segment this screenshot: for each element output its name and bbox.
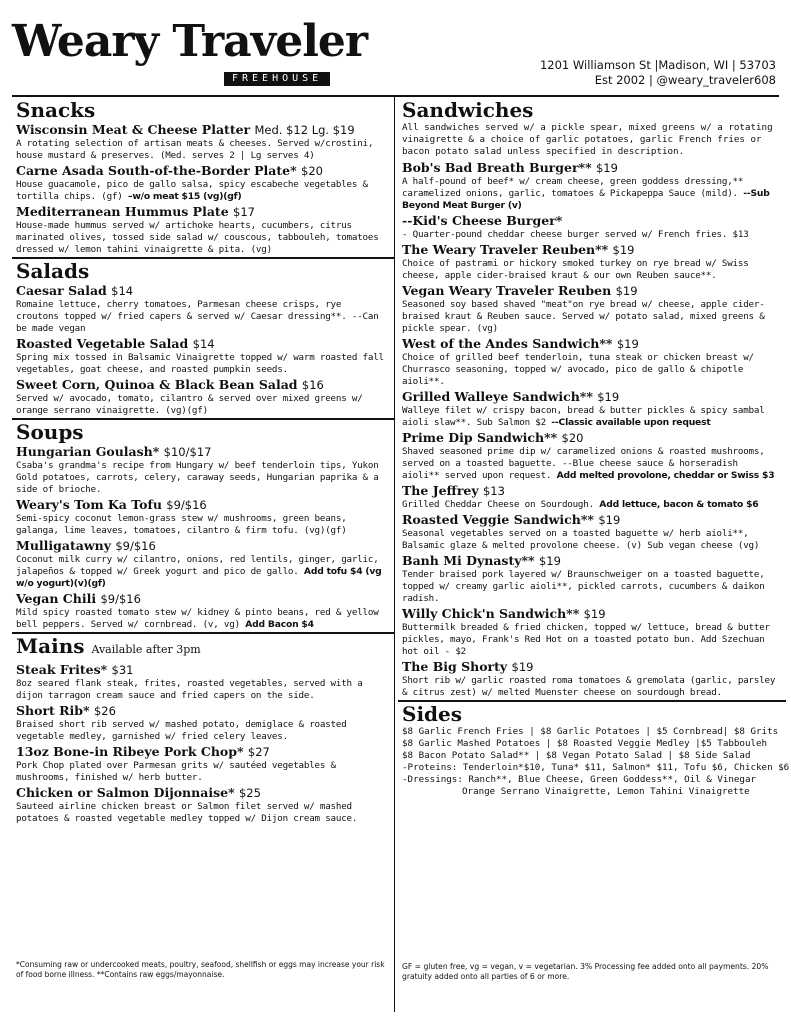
menu-item xyxy=(16,336,388,376)
section-title: Sandwiches xyxy=(402,98,534,122)
menu-item-price: $19 xyxy=(598,513,621,527)
menu-item-description xyxy=(402,622,780,658)
menu-item-addon: --Sub Beyond Meat Burger (v) xyxy=(402,188,770,211)
menu-item-name: Prime Dip Sandwich** xyxy=(402,430,558,445)
menu-item-name-row xyxy=(16,163,388,179)
menu-item xyxy=(402,213,780,241)
menu-item-description-text: Shaved seasoned prime dip w/ caramelized onions & roasted mushrooms, served on a toasted baguette. --Blue cheese sauce & horseradish aioli** served upon request. xyxy=(402,446,765,481)
menu-item xyxy=(402,606,780,658)
diet-key-fees-note: GF = gluten free, vg = vegan, v = vegetarian. 3% Processing fee added onto all payments. 20% gratuity added onto all parties of 6 or more. xyxy=(402,962,769,981)
menu-item-addon: Add tofu $4 (vg w/o yogurt)(v)(gf) xyxy=(16,566,382,589)
menu-item-description-text: Seasonal vegetables served on a toasted baguette w/ herb aioli**, Balsamic glaze & melted provolone cheese. (v) Sub vegan cheese (vg) xyxy=(402,528,760,551)
menu-item-addon: Add lettuce, bacon & tomato $6 xyxy=(599,499,759,510)
menu-item xyxy=(402,659,780,699)
menu-item-name: Roasted Veggie Sandwich** xyxy=(402,512,594,527)
menu-item-name: The Weary Traveler Reuben** xyxy=(402,242,609,257)
menu-item-name-row xyxy=(16,703,388,719)
mains-section xyxy=(12,634,394,825)
menu-item-description-text: Braised short rib served w/ mashed potato, demiglace & roasted vegetable medley, garnished w/ fried celery leaves. xyxy=(16,719,347,742)
menu-item-description xyxy=(16,513,388,537)
section-title: Sides xyxy=(402,702,463,726)
menu-item-name: Mulligatawny xyxy=(16,538,111,553)
menu-item-description-text: House guacamole, pico de gallo salsa, spicy escabeche vegetables & tortilla chips. (gf) xyxy=(16,179,368,202)
soups-section xyxy=(12,420,394,634)
menu-item-description-text: Semi-spicy coconut lemon-grass stew w/ mushrooms, green beans, galanga, lime leaves, tomatoes, cilantro & firm tofu. (vg)(gf) xyxy=(16,513,347,536)
menu-item-addon: Add Bacon $4 xyxy=(245,619,314,630)
menu-item-description xyxy=(402,499,780,511)
menu-item-name-row xyxy=(16,204,388,220)
address-block xyxy=(540,58,776,88)
menu-item xyxy=(16,538,388,590)
menu-item xyxy=(16,283,388,335)
left-column xyxy=(16,98,388,826)
menu-item-description xyxy=(402,405,780,429)
menu-item-price: $10/$17 xyxy=(163,445,212,459)
menu-item-name: Caesar Salad xyxy=(16,283,107,298)
menu-item-name: Sweet Corn, Quinoa & Black Bean Salad xyxy=(16,377,298,392)
menu-item-name-row xyxy=(16,662,388,678)
address-line: 1201 Williamson St |Madison, WI | 53703 xyxy=(539,58,776,72)
menu-item-price: $19 xyxy=(595,161,618,175)
menu-item-name: Chicken or Salmon Dijonnaise* xyxy=(16,785,235,800)
menu-item-name-row xyxy=(16,591,388,607)
menu-item-description-text: Romaine lettuce, cherry tomatoes, Parmesan cheese crisps, rye croutons topped w/ fried capers & served w/ Caesar dressing**. --Can be made vegan xyxy=(16,299,379,334)
menu-item-name-row xyxy=(16,785,388,801)
menu-item-price: $19 xyxy=(616,337,639,351)
menu-item-name-row xyxy=(402,160,780,176)
brand-logo: Weary Traveler xyxy=(12,16,368,67)
menu-item-name: Short Rib* xyxy=(16,703,90,718)
menu-item-price: $17 xyxy=(233,205,255,219)
menu-item-description xyxy=(402,446,780,482)
section-title xyxy=(16,634,388,662)
menu-item-name: The Big Shorty xyxy=(402,659,508,674)
sandwiches-intro: All sandwiches served w/ a pickle spear, mixed greens w/ a rotating vinaigrette & a choice of garlic potatoes, garlic French fries or bacon potato salad unless specified in description. xyxy=(402,122,773,157)
menu-item-addon: --Classic available upon request xyxy=(551,417,711,428)
menu-item xyxy=(402,336,780,388)
menu-item xyxy=(16,377,388,417)
menu-item-price: $27 xyxy=(247,745,270,759)
section-title-text: Mains xyxy=(16,634,85,658)
menu-item-description xyxy=(16,719,388,743)
menu-item-name-row xyxy=(16,377,388,393)
menu-item-description-text: Choice of pastrami or hickory smoked turkey on rye bread w/ Swiss cheese, apple cider-braised kraut & our own Reuben sauce**. xyxy=(402,258,749,281)
menu-item xyxy=(16,444,388,496)
menu-item-price: $9/$16 xyxy=(166,498,207,512)
menu-item-price: $25 xyxy=(238,786,261,800)
menu-header xyxy=(12,14,782,92)
menu-item-description xyxy=(16,678,388,702)
menu-item-name-row xyxy=(402,553,780,569)
menu-item-price: $20 xyxy=(561,431,584,445)
menu-item-price: $19 xyxy=(612,243,635,257)
sides-line: $8 Garlic French Fries | $8 Garlic Potatoes | $5 Cornbread| $8 Grits xyxy=(402,726,779,737)
sandwiches-section xyxy=(398,98,786,702)
menu-item-price: $16 xyxy=(301,378,324,392)
menu-item xyxy=(402,242,780,282)
menu-item-name-row xyxy=(402,606,780,622)
menu-item-description xyxy=(402,528,780,552)
menu-item-description-text: Short rib w/ garlic roasted roma tomatoes & gremolata (garlic, parsley & citrus zest) w/ melted Muenster cheese on sourdough bread. xyxy=(402,675,776,698)
menu-item-name-row xyxy=(16,497,388,513)
menu-item-description-text: House-made hummus served w/ artichoke hearts, cucumbers, citrus marinated olives, tossed side salad w/ couscous, tabbouleh, tomatoes dressed w/ lemon tahini vinaigrette & pita. (vg) xyxy=(16,220,379,255)
menu-item-description-text: Sauteed airline chicken breast or Salmon filet served w/ mashed potatoes & roasted vegetable medley topped w/ Dijon cream sauce. xyxy=(16,801,358,824)
menu-item xyxy=(402,553,780,605)
section-title: Snacks xyxy=(16,98,96,122)
raw-food-disclaimer: *Consuming raw or undercooked meats, poultry, seafood, shellfish or eggs may increase your risk of food borne illness. **Contains raw eggs/mayonnaise. xyxy=(16,960,385,979)
menu-item-description xyxy=(402,229,780,241)
menu-item-name: Roasted Vegetable Salad xyxy=(16,336,189,351)
menu-item-name: --Kid's Cheese Burger* xyxy=(402,213,563,228)
menu-item-name-row xyxy=(16,744,388,760)
menu-item-name-row xyxy=(16,122,388,138)
menu-item-description xyxy=(16,299,388,335)
menu-item-description-text: Seasoned soy based shaved "meat"on rye bread w/ cheese, apple cider-braised kraut & Reuben sauce. Served w/ potato salad, mixed greens & pickle spear. (vg) xyxy=(402,299,765,334)
menu-item-name-row xyxy=(402,659,780,675)
menu-item xyxy=(16,591,388,631)
est-line: Est 2002 | @weary_traveler608 xyxy=(594,73,776,87)
menu-item-price: $19 xyxy=(538,554,561,568)
menu-item-price: $19 xyxy=(615,284,638,298)
menu-item-name: 13oz Bone-in Ribeye Pork Chop* xyxy=(16,744,244,759)
section-title: Soups xyxy=(16,420,84,444)
sides-dressings-cont: Orange Serrano Vinaigrette, Lemon Tahini Vinaigrette xyxy=(462,786,750,797)
mains-availability-note: Available after 3pm xyxy=(91,643,201,656)
menu-item-description xyxy=(16,352,388,376)
right-column xyxy=(402,98,790,798)
menu-item-price: $19 xyxy=(597,390,620,404)
menu-item xyxy=(16,785,388,825)
menu-item xyxy=(16,497,388,537)
menu-item xyxy=(402,430,780,482)
column-divider xyxy=(394,97,395,1012)
menu-item-description-text: Mild spicy roasted tomato stew w/ kidney & pinto beans, red & yellow bell peppers. Served w/ cornbread. (v, vg) xyxy=(16,607,379,630)
menu-item-description xyxy=(16,179,388,203)
brand-subtitle: FREEHOUSE xyxy=(224,72,330,86)
menu-item-description xyxy=(16,801,388,825)
menu-item xyxy=(402,160,780,212)
menu-item-price: $20 xyxy=(301,164,323,178)
menu-item xyxy=(402,483,780,511)
menu-item-description xyxy=(402,675,780,699)
menu-item-name-row xyxy=(402,283,780,299)
menu-item-description-text: Csaba's grandma's recipe from Hungary w/ beef tenderloin tips, Yukon Gold potatoes, carrots, celery, caraway seeds, Hungarian paprika & a side of brioche. xyxy=(16,460,379,495)
menu-item xyxy=(16,744,388,784)
top-rule xyxy=(12,95,779,97)
menu-item-name: Bob's Bad Breath Burger** xyxy=(402,160,592,175)
menu-item-description xyxy=(402,176,780,212)
menu-item-price: $26 xyxy=(93,704,116,718)
menu-item xyxy=(402,389,780,429)
menu-item-description-text: A rotating selection of artisan meats & cheeses. Served w/crostini, house mustard & preserves. (Med. serves 2 | Lg serves 4) xyxy=(16,138,374,161)
menu-item-price: $19 xyxy=(583,607,606,621)
menu-item-name-row xyxy=(402,483,780,499)
sides-proteins: -Proteins: Tenderloin*$10, Tuna* $11, Salmon* $11, Tofu $6, Chicken $6 xyxy=(402,762,790,773)
menu-item-name: Carne Asada South-of-the-Border Plate* xyxy=(16,163,297,178)
snacks-section xyxy=(12,98,394,259)
menu-item-description-text: Tender braised pork layered w/ Braunschweiger on a toasted baguette, topped w/ creamy garlic aioli**, pickled carrots, cucumbers & daikon radish. xyxy=(402,569,765,604)
menu-item-name-row xyxy=(16,444,388,460)
menu-item-price: $14 xyxy=(192,337,215,351)
menu-item-name: The Jeffrey xyxy=(402,483,479,498)
menu-item-description xyxy=(402,569,780,605)
sides-line: $8 Bacon Potato Salad** | $8 Vegan Potato Salad | $8 Side Salad xyxy=(402,750,751,761)
menu-item-name: Banh Mi Dynasty** xyxy=(402,553,535,568)
menu-item-name: Weary's Tom Ka Tofu xyxy=(16,497,162,512)
menu-item-description xyxy=(16,220,388,256)
menu-item-description xyxy=(402,352,780,388)
menu-item-name: Mediterranean Hummus Plate xyxy=(16,204,229,219)
menu-item xyxy=(402,283,780,335)
menu-item-addon: Add melted provolone, cheddar or Swiss $3 xyxy=(556,470,775,481)
salads-section xyxy=(12,259,394,420)
menu-item xyxy=(402,512,780,552)
menu-item-name: Grilled Walleye Sandwich** xyxy=(402,389,593,404)
menu-item-description-text: A half-pound of beef* w/ cream cheese, green goddess dressing,** caramelized onions, garlic, tomatoes & Pickapeppa Sauce (mild). xyxy=(402,176,744,199)
menu-item-name: West of the Andes Sandwich** xyxy=(402,336,613,351)
menu-item-description xyxy=(16,460,388,496)
menu-item-name-row xyxy=(16,283,388,299)
sides-section xyxy=(398,702,790,798)
menu-item-description-text: Coconut milk curry w/ cilantro, onions, red lentils, ginger, garlic, jalapeños & topped w/ Greek yogurt and pico de gallo. xyxy=(16,554,379,577)
menu-item-price: $9/$16 xyxy=(100,592,141,606)
menu-item-name-row xyxy=(402,430,780,446)
menu-item-description-text: 8oz seared flank steak, frites, roasted vegetables, served with a dijon tarragon cream sauce and fried capers on the side. xyxy=(16,678,363,701)
menu-item-name-row xyxy=(16,336,388,352)
menu-item-description-text: Spring mix tossed in Balsamic Vinaigrette topped w/ warm roasted fall vegetables, goat cheese, and roasted pumpkin seeds. xyxy=(16,352,384,375)
menu-item-name: Wisconsin Meat & Cheese Platter xyxy=(16,122,251,137)
menu-item-name-row xyxy=(402,213,780,229)
menu-item xyxy=(16,163,388,203)
menu-item-name: Steak Frites* xyxy=(16,662,108,677)
menu-item-description xyxy=(16,138,388,162)
menu-item-name-row xyxy=(16,538,388,554)
menu-item-name-row xyxy=(402,389,780,405)
menu-item-price: Med. $12 Lg. $19 xyxy=(254,123,355,137)
menu-item-price: $14 xyxy=(111,284,134,298)
menu-item-description-text: Served w/ avocado, tomato, cilantro & served over mixed greens w/ orange serrano vinaigrette. (vg)(gf) xyxy=(16,393,363,416)
menu-item-name-row xyxy=(402,336,780,352)
menu-item-description xyxy=(16,554,388,590)
menu-item-description-text: - Quarter-pound cheddar cheese burger served w/ French fries. $13 xyxy=(402,229,749,240)
sides-list xyxy=(402,726,790,798)
menu-item-description-text: Walleye filet w/ crispy bacon, bread & butter pickles & spicy sambal aioli slaw**. Sub Salmon $2 xyxy=(402,405,765,428)
menu-item-name: Hungarian Goulash* xyxy=(16,444,160,459)
menu-item-description xyxy=(16,607,388,631)
section-title: Salads xyxy=(16,259,90,283)
menu-item-price: $19 xyxy=(511,660,534,674)
menu-item-description-text: Pork Chop plated over Parmesan grits w/ sautéed vegetables & mushrooms, finished w/ herb butter. xyxy=(16,760,336,783)
menu-item-addon: –w/o meat $15 (vg)(gf) xyxy=(127,191,242,202)
sides-line: $8 Garlic Mashed Potatoes | $8 Roasted Veggie Medley |$5 Tabbouleh xyxy=(402,738,768,749)
menu-item-description xyxy=(16,760,388,784)
menu-item-description xyxy=(16,393,388,417)
menu-item-description-text: Choice of grilled beef tenderloin, tuna steak or chicken breast w/ Churrasco seasoning, topped w/ avocado, pico de gallo & chipotle aioli**. xyxy=(402,352,754,387)
menu-item-name-row xyxy=(402,242,780,258)
menu-item xyxy=(16,122,388,162)
menu-item xyxy=(16,703,388,743)
menu-item-price: $13 xyxy=(482,484,505,498)
menu-item-description xyxy=(402,258,780,282)
menu-item-name: Vegan Chili xyxy=(16,591,97,606)
menu-item-name: Willy Chick'n Sandwich** xyxy=(402,606,580,621)
sides-dressings: -Dressings: Ranch**, Blue Cheese, Green Goddess**, Oil & Vinegar xyxy=(402,774,757,785)
menu-item xyxy=(16,204,388,256)
menu-item-description-text: Grilled Cheddar Cheese on Sourdough. xyxy=(402,499,594,510)
menu-item xyxy=(16,662,388,702)
menu-item-name-row xyxy=(402,512,780,528)
menu-item-description xyxy=(402,299,780,335)
menu-item-price: $31 xyxy=(111,663,134,677)
menu-item-name: Vegan Weary Traveler Reuben xyxy=(402,283,612,298)
menu-item-description-text: Buttermilk breaded & fried chicken, topped w/ lettuce, bread & butter pickles, mayo, Frank's Red Hot on a toasted potato bun. Add Szechuan hot oil - $2 xyxy=(402,622,770,657)
menu-item-price: $9/$16 xyxy=(115,539,156,553)
